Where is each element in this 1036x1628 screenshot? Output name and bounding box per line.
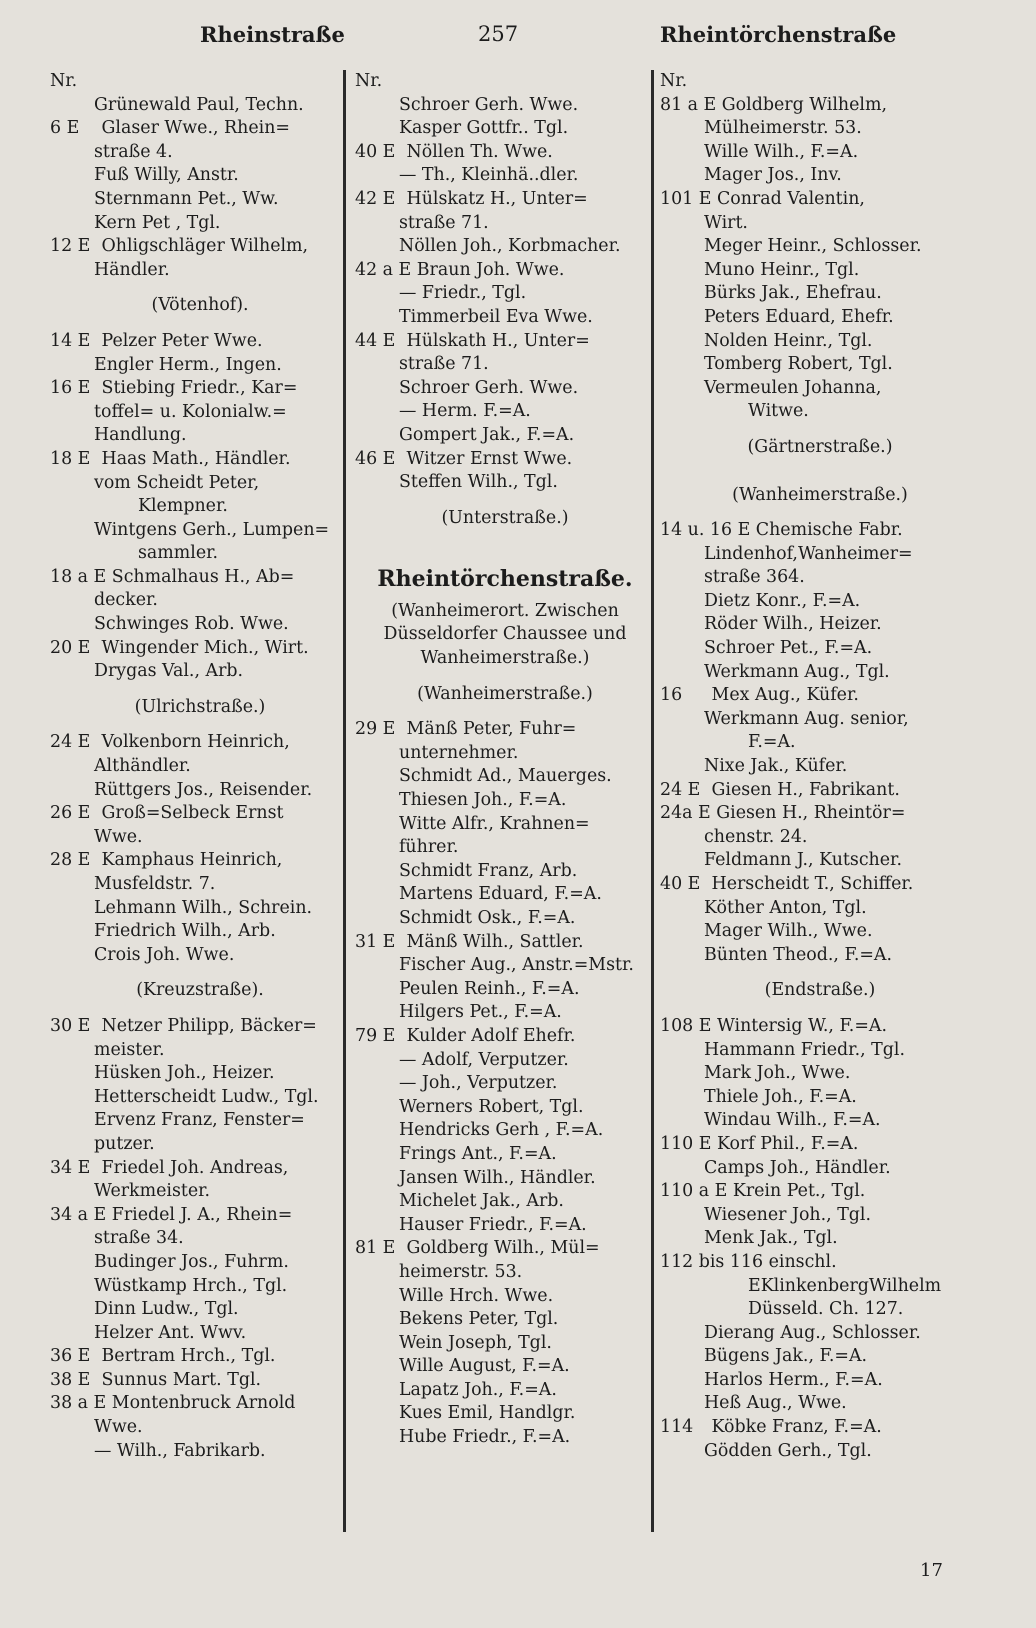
house-number: 40 E [355,141,396,162]
resident-line: Fuß Willy, Anstr. [94,165,239,186]
resident-line: Hetterscheidt Ludw., Tgl. [94,1086,319,1107]
resident-line: Schmidt Ad., Mauerges. [399,766,612,787]
resident-line-continued: EKlinkenbergWilhelm [748,1275,942,1296]
resident-line: Wiesener Joh., Tgl. [704,1204,872,1225]
cross-street-heading: (Wanheimerstraße.) [417,683,593,704]
resident-line: führer. [399,837,459,858]
directory-entry [50,1157,350,1181]
resident-line: Schmidt Franz, Arb. [399,860,578,881]
directory-entry [355,448,655,472]
resident-line: — Adolf, Verputzer. [399,1049,569,1070]
resident-text: Braun Joh. Wwe. [411,259,565,280]
resident-line: Helzer Ant. Wwv. [94,1322,247,1343]
directory-entry [355,718,655,742]
resident-text: Kamphaus Heinrich, [96,850,283,871]
directory-entry [355,1025,655,1049]
resident-line: Kues Emil, Handlgr. [399,1403,576,1424]
resident-text: Pelzer Peter Wwe. [96,330,263,351]
directory-entry [50,1015,350,1039]
house-number: 14 u. 16 E [660,520,751,541]
resident-line-continued: Witwe. [748,401,809,422]
house-number: 38 E [50,1369,91,1390]
house-number: 14 E [50,330,91,351]
house-number: 24 E [50,732,91,753]
resident-line: Hammann Friedr., Tgl. [704,1039,905,1060]
house-number: 110 E [660,1133,712,1154]
resident-line: Witte Alfr., Krahnen= [399,813,590,834]
resident-line: Werkmann Aug., Tgl. [704,661,890,682]
house-number: 81 a E [660,94,717,115]
resident-line: Musfeldstr. 7. [94,874,216,894]
cross-street-heading: (Vötenhof). [151,295,249,316]
resident-line: Jansen Wilh., Händler. [399,1167,596,1188]
cross-street-heading: (Unterstraße.) [441,507,569,528]
resident-text: Chemische Fabr. [750,520,903,541]
resident-line: straße 71. [399,212,489,233]
resident-text: Ohligschläger Wilhelm, [96,236,309,257]
resident-line: straße 34. [94,1228,184,1249]
directory-entry [50,235,350,259]
resident-text: einschl. [763,1251,837,1272]
resident-text: Groß=Selbeck Ernst [96,803,284,824]
resident-line: Handlung. [94,425,187,446]
resident-line: Wwe. [94,1417,143,1438]
directory-entry [660,684,980,708]
resident-line: Peters Eduard, Ehefr. [704,306,894,327]
resident-text: Wintersig W., F.=A. [711,1015,887,1036]
directory-entry [50,330,350,354]
resident-line: Budinger Jos., Fuhrm. [94,1251,289,1272]
resident-line: Frings Ant., F.=A. [399,1143,557,1164]
resident-line-continued: sammler. [138,543,219,564]
house-number: 81 E [355,1238,396,1259]
resident-line: Dinn Ludw., Tgl. [94,1299,239,1320]
resident-line: Menk Jak., Tgl. [704,1228,838,1249]
resident-line: — Wilh., Fabrikarb. [94,1440,266,1461]
house-number: 38 a E [50,1393,107,1414]
resident-text: Krein Pet., Tgl. [727,1181,866,1202]
resident-line: Händler. [94,259,170,280]
directory-entry [660,779,980,803]
resident-line: Fischer Aug., Anstr.=Mstr. [399,955,634,976]
resident-line: Bekens Peter, Tgl. [399,1309,559,1330]
resident-line: Thiesen Joh., F.=A. [399,790,567,811]
directory-entry [50,448,350,472]
directory-entry [50,802,350,826]
column-1 [50,70,350,1463]
resident-line: straße 4. [94,141,173,162]
directory-entry [355,931,655,955]
resident-line: putzer. [94,1133,155,1154]
street-description: Wanheimerstraße.) [420,648,590,669]
resident-line: Timmerbeil Eva Wwe. [399,306,593,327]
resident-line: — Herm. F.=A. [399,401,531,422]
resident-line: Thiele Joh., F.=A. [704,1086,857,1107]
resident-line: Schroer Gerh. Wwe. [399,377,579,398]
resident-line: Kasper Gottfr.. Tgl. [399,118,569,139]
house-number: 108 E [660,1015,712,1036]
resident-line: Martens Eduard, F.=A. [399,884,602,905]
resident-line: Werkmann Aug. senior, [704,708,909,729]
resident-line: Drygas Val., Arb. [94,661,244,682]
resident-line: Vermeulen Johanna, [704,377,882,398]
header-left-street: Rheinstraße [200,22,345,47]
resident-line: Röder Wilh., Heizer. [704,614,882,635]
resident-line: Mülheimerstr. 53. [704,118,862,139]
directory-entry [355,1237,655,1261]
resident-line: Gompert Jak., F.=A. [399,424,575,445]
resident-text: Glaser Wwe., Rhein= [96,118,290,139]
directory-entry [355,259,655,283]
number-label: Nr. [50,71,78,91]
resident-text: Mex Aug., Küfer. [706,685,859,706]
house-number: 42 a E [355,259,412,280]
resident-line: Ervenz Franz, Fenster= [94,1110,305,1131]
resident-line: Hube Friedr., F.=A. [399,1427,571,1448]
resident-line: Nöllen Joh., Korbmacher. [399,236,621,257]
house-number: 101 E [660,188,712,209]
cross-street-heading: (Gärtnerstraße.) [747,436,893,457]
street-description: (Wanheimerort. Zwischen [391,600,619,621]
resident-text: Wingender Mich., Wirt. [96,637,309,658]
directory-entry [660,188,980,212]
resident-text: Nöllen Th. Wwe. [401,141,553,162]
directory-entry [355,188,655,212]
number-label: Nr. [355,71,383,91]
resident-text: Giesen H., Rheintör= [710,803,906,824]
directory-entry [660,1180,980,1204]
resident-line: Schmidt Osk., F.=A. [399,908,576,928]
resident-text: Volkenborn Heinrich, [96,732,290,753]
cross-street-heading: (Endstraße.) [764,980,876,1001]
resident-text: Schmalhaus H., Ab= [106,566,295,587]
cross-street-heading: (Wanheimerstraße.) [732,484,908,505]
resident-line-continued: Düsseld. Ch. 127. [748,1299,904,1320]
resident-line: Wwe. [94,826,143,847]
page-number: 257 [478,22,519,46]
resident-line: Lehmann Wilh., Schrein. [94,897,313,918]
directory-entry [660,1416,980,1440]
house-number: 31 E [355,931,396,952]
resident-line: Hendricks Gerh , F.=A. [399,1120,604,1141]
resident-line-continued: F.=A. [748,732,796,753]
resident-line: Mager Jos., Inv. [704,165,842,186]
house-number: 24a E [660,803,711,824]
header-right-street: Rheintörchenstraße [660,22,897,47]
house-number: 28 E [50,850,91,871]
house-number: 79 E [355,1025,396,1046]
resident-line: Tomberg Robert, Tgl. [704,354,893,375]
resident-text: Mänß Peter, Fuhr= [401,719,577,740]
directory-entry [50,117,350,141]
resident-line: straße 364. [704,567,805,588]
resident-line: Meger Heinr., Schlosser. [704,236,922,257]
street-title: Rheintörchenstraße. [377,566,633,593]
column-2 [355,70,655,1450]
resident-line: Michelet Jak., Arb. [399,1191,564,1212]
resident-text: Haas Math., Händler. [96,448,291,469]
directory-entry [50,1369,350,1393]
resident-line: vom Scheidt Peter, [94,472,260,493]
resident-line: Lindenhof,Wanheimer= [704,543,913,564]
directory-entry [50,377,350,401]
resident-line: Hilgers Pet., F.=A. [399,1002,562,1023]
resident-line: Gödden Gerh., Tgl. [704,1440,872,1461]
directory-entry [50,637,350,661]
resident-line: Muno Heinr., Tgl. [704,259,860,280]
resident-line: Bügens Jak., F.=A. [704,1346,868,1367]
directory-entry [355,330,655,354]
resident-text: Witzer Ernst Wwe. [401,448,573,469]
directory-entry [660,873,980,897]
resident-line: Schwinges Rob. Wwe. [94,614,289,635]
resident-line: Engler Herm., Ingen. [94,354,282,375]
house-number: 42 E [355,188,396,209]
resident-line: Friedrich Wilh., Arb. [94,921,276,942]
house-number: 40 E [660,874,701,894]
street-description: Düsseldorfer Chaussee und [383,624,627,645]
resident-line: Rüttgers Jos., Reisender. [94,779,313,800]
house-number: 29 E [355,719,396,740]
resident-line: Schroer Pet., F.=A. [704,638,873,659]
resident-line: Peulen Reinh., F.=A. [399,978,580,999]
directory-entry [660,94,980,118]
resident-text: Goldberg Wilh., Mül= [401,1238,600,1259]
resident-text: Stiebing Friedr., Kar= [96,378,298,399]
resident-line: Wirt. [704,212,748,233]
resident-text: Herscheidt T., Schiffer. [706,874,914,894]
resident-line: Heß Aug., Wwe. [704,1393,847,1414]
resident-line: Grünewald Paul, Techn. [94,94,304,115]
directory-entry [50,731,350,755]
cross-street-heading: (Ulrichstraße.) [134,696,266,717]
resident-text: Montenbruck Arnold [106,1393,296,1414]
directory-entry [50,1392,350,1416]
resident-line: — Joh., Verputzer. [399,1073,558,1094]
resident-line: Steffen Wilh., Tgl. [399,472,558,493]
resident-text: Giesen H., Fabrikant. [706,779,900,800]
resident-line: chenstr. 24. [704,826,808,847]
resident-line: Lapatz Joh., F.=A. [399,1379,557,1400]
resident-line: Hüsken Joh., Heizer. [94,1063,275,1084]
resident-text: Mänß Wilh., Sattler. [401,931,584,952]
house-number: 20 E [50,637,91,658]
directory-entry [50,849,350,873]
house-number: 6 E [50,118,80,139]
house-number: 26 E [50,803,91,824]
directory-entry [50,566,350,590]
resident-line: Crois Joh. Wwe. [94,944,235,965]
house-number: 110 a E [660,1181,728,1202]
resident-line: Feldmann J., Kutscher. [704,850,902,871]
house-number: 36 E [50,1346,91,1367]
resident-text: Köbke Franz, F.=A. [706,1417,882,1438]
resident-line: Werners Robert, Tgl. [399,1096,584,1117]
house-number: 12 E [50,236,91,257]
house-number: 46 E [355,448,396,469]
house-number: 112 bis 116 [660,1251,764,1272]
house-number: 114 [660,1417,694,1438]
cross-street-heading: (Kreuzstraße). [136,980,264,1001]
signature-mark: 17 [920,1560,943,1581]
resident-text: Friedel Joh. Andreas, [96,1157,289,1178]
directory-entry [660,1015,980,1039]
resident-text: Goldberg Wilhelm, [716,94,887,115]
resident-line: Dietz Konr., F.=A. [704,590,861,611]
resident-text: Bertram Hrch., Tgl. [96,1346,276,1367]
directory-entry [50,1345,350,1369]
directory-entry [355,141,655,165]
resident-line: Wille August, F.=A. [399,1356,570,1377]
resident-line: Wüstkamp Hrch., Tgl. [94,1275,288,1296]
house-number: 34 a E [50,1204,107,1225]
directory-entry [660,1133,980,1157]
resident-line: Wille Hrch. Wwe. [399,1285,554,1306]
resident-line: Wein Joseph, Tgl. [399,1332,552,1353]
resident-text: Friedel J. A., Rhein= [106,1204,293,1225]
house-number: 44 E [355,330,396,351]
directory-entry [660,802,980,826]
resident-text: Kulder Adolf Ehefr. [401,1025,576,1046]
resident-line: unternehmer. [399,742,519,763]
resident-line: Köther Anton, Tgl. [704,897,867,918]
resident-line: Althändler. [94,756,191,777]
directory-entry [50,1204,350,1228]
resident-line: Kern Pet , Tgl. [94,212,221,233]
resident-line: — Th., Kleinhä..dler. [399,165,579,186]
resident-text: Hülskatz H., Unter= [401,188,588,209]
resident-line: Bünten Theod., F.=A. [704,944,893,965]
resident-line: Windau Wilh., F.=A. [704,1110,881,1131]
directory-entry [660,1251,980,1275]
resident-line: Hauser Friedr., F.=A. [399,1214,587,1235]
page-header [0,18,1036,58]
resident-text: Netzer Philipp, Bäcker= [96,1015,317,1036]
resident-line: straße 71. [399,354,489,375]
resident-line: Dierang Aug., Schlosser. [704,1322,921,1343]
directory-entry [660,519,980,543]
resident-line: toffel= u. Kolonialw.= [94,401,287,422]
house-number: 30 E [50,1015,91,1036]
resident-line: decker. [94,590,158,611]
resident-line: Werkmeister. [94,1181,211,1202]
house-number: 16 [660,685,683,706]
resident-line: Schroer Gerh. Wwe. [399,94,579,115]
house-number: 24 E [660,779,701,800]
resident-line: Nolden Heinr., Tgl. [704,330,873,351]
resident-line: Wintgens Gerh., Lumpen= [94,519,330,540]
resident-line: Wille Wilh., F.=A. [704,141,859,162]
number-label: Nr. [660,71,688,91]
resident-line: — Friedr., Tgl. [399,283,527,304]
resident-text: Conrad Valentin, [711,188,865,209]
resident-line: Harlos Herm., F.=A. [704,1369,883,1390]
resident-line: Mark Joh., Wwe. [704,1063,851,1084]
resident-line-continued: Klempner. [138,496,228,517]
resident-line: heimerstr. 53. [399,1261,523,1282]
resident-line: Camps Joh., Händler. [704,1157,891,1178]
resident-text: Sunnus Mart. Tgl. [96,1369,262,1390]
resident-line: Sternmann Pet., Ww. [94,188,279,209]
resident-line: Bürks Jak., Ehefrau. [704,283,882,304]
house-number: 34 E [50,1157,91,1178]
resident-text: Korf Phil., F.=A. [711,1133,859,1154]
resident-text: Hülskath H., Unter= [401,330,590,351]
resident-line: Mager Wilh., Wwe. [704,921,873,942]
column-3 [660,70,980,1463]
resident-line: Nixe Jak., Küfer. [704,756,848,777]
house-number: 18 E [50,448,91,469]
resident-line: meister. [94,1039,165,1060]
house-number: 18 a E [50,566,107,587]
house-number: 16 E [50,378,91,399]
